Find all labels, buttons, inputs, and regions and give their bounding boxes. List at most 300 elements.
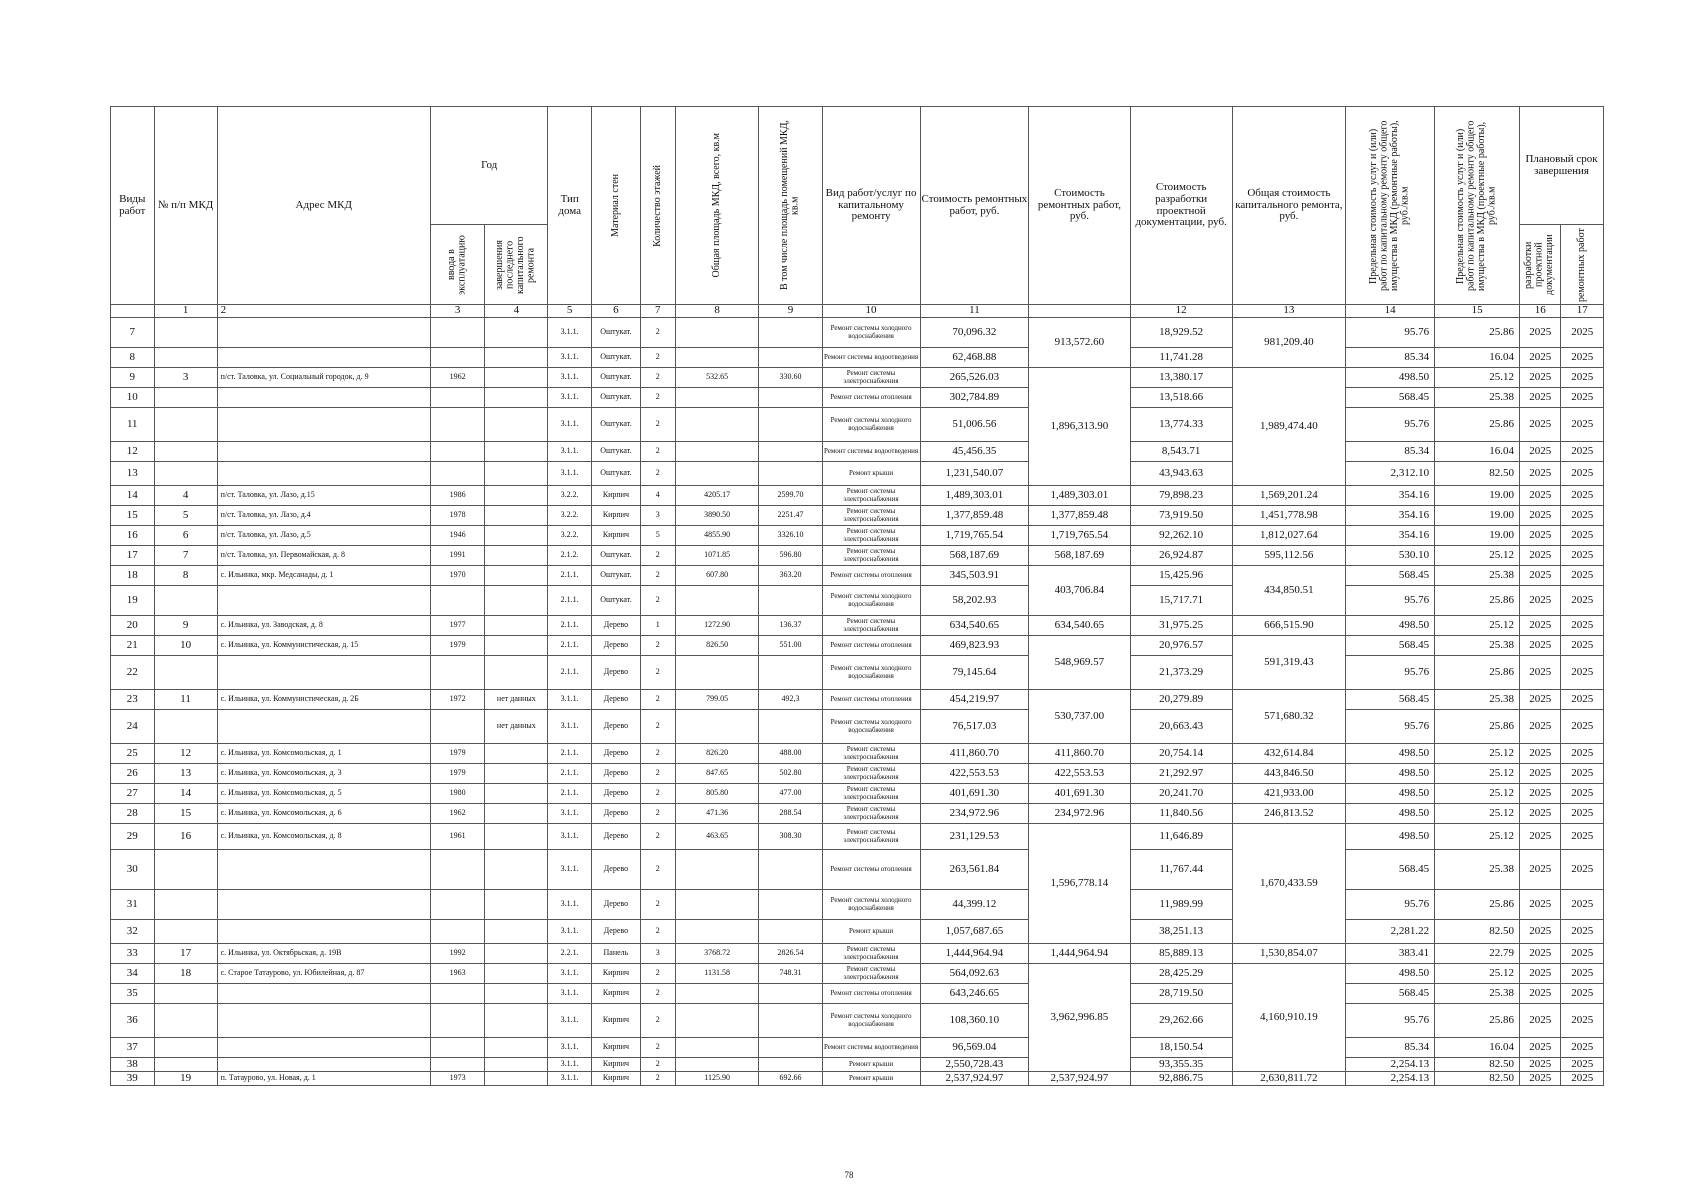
design-cost: 21,373.29 (1130, 656, 1232, 690)
table-row (111, 506, 1604, 526)
row-number: 34 (111, 964, 155, 984)
term-repair: 2025 (1561, 318, 1604, 348)
term-design: 2025 (1520, 744, 1561, 764)
table-row (111, 1072, 1604, 1086)
row-number: 22 (111, 656, 155, 690)
mkd-number (154, 408, 217, 442)
address: п. Татаурово, ул. Новая, д. 1 (217, 1072, 430, 1086)
year-last-repair (485, 1058, 548, 1072)
repair-cost: 401,691.30 (920, 784, 1029, 804)
row-number: 10 (111, 388, 155, 408)
total-area: 1131.58 (675, 964, 759, 984)
address (217, 318, 430, 348)
address (217, 462, 430, 486)
year-last-repair (485, 546, 548, 566)
design-cost: 29,262.66 (1130, 1004, 1232, 1038)
design-cost: 20,279.89 (1130, 690, 1232, 710)
mkd-number (154, 710, 217, 744)
house-type: 2.1.1. (548, 636, 592, 656)
work-type: Ремонт системы электроснабжения (822, 526, 920, 546)
term-repair: 2025 (1561, 546, 1604, 566)
address: с. Ильинка, ул. Комсомольская, д. 5 (217, 784, 430, 804)
year-last-repair (485, 616, 548, 636)
column-number-17: 16 (1520, 305, 1561, 318)
premises-area: 748.31 (759, 964, 822, 984)
design-cost: 13,380.17 (1130, 368, 1232, 388)
table-row (111, 368, 1604, 388)
total-cost: 434,850.51 (1232, 566, 1345, 616)
column-number-16: 15 (1435, 305, 1520, 318)
premises-area: 330.60 (759, 368, 822, 388)
term-repair: 2025 (1561, 944, 1604, 964)
year-commission (430, 442, 484, 462)
address: п/ст. Таловка, ул. Лазо, д.15 (217, 486, 430, 506)
premises-area: 136.37 (759, 616, 822, 636)
limit-repair: 568.45 (1345, 636, 1434, 656)
floors: 2 (640, 1072, 675, 1086)
table-row (111, 764, 1604, 784)
term-design: 2025 (1520, 636, 1561, 656)
design-cost: 15,425.96 (1130, 566, 1232, 586)
repair-cost-total: 530,737.00 (1029, 690, 1130, 744)
year-commission (430, 984, 484, 1004)
work-type: Ремонт системы электроснабжения (822, 784, 920, 804)
row-number: 38 (111, 1058, 155, 1072)
repair-cost: 454,219.97 (920, 690, 1029, 710)
wall-material: Кирпич (591, 1058, 640, 1072)
design-cost: 13,774.33 (1130, 408, 1232, 442)
work-type: Ремонт системы водоотведения (822, 1038, 920, 1058)
year-commission: 1972 (430, 690, 484, 710)
year-commission (430, 850, 484, 890)
house-type: 3.1.1. (548, 890, 592, 920)
table-row (111, 920, 1604, 944)
limit-design: 25.12 (1435, 546, 1520, 566)
limit-repair: 498.50 (1345, 804, 1434, 824)
limit-design: 82.50 (1435, 1058, 1520, 1072)
design-cost: 11,741.28 (1130, 348, 1232, 368)
repair-cost: 634,540.65 (920, 616, 1029, 636)
limit-repair: 95.76 (1345, 710, 1434, 744)
year-commission (430, 656, 484, 690)
header-limit-design-cell (1435, 107, 1520, 305)
address (217, 1004, 430, 1038)
term-repair: 2025 (1561, 804, 1604, 824)
wall-material: Оштукат. (591, 546, 640, 566)
limit-repair: 95.76 (1345, 1004, 1434, 1038)
table-row (111, 546, 1604, 566)
premises-area: 2599.70 (759, 486, 822, 506)
year-last-repair (485, 944, 548, 964)
floors: 2 (640, 1038, 675, 1058)
address: п/ст. Таловка, ул. Первомайская, д. 8 (217, 546, 430, 566)
repair-cost: 234,972.96 (920, 804, 1029, 824)
limit-design: 25.38 (1435, 636, 1520, 656)
floors: 5 (640, 526, 675, 546)
limit-repair: 95.76 (1345, 890, 1434, 920)
wall-material: Дерево (591, 764, 640, 784)
term-repair: 2025 (1561, 442, 1604, 462)
address (217, 348, 430, 368)
wall-material: Кирпич (591, 526, 640, 546)
term-repair: 2025 (1561, 486, 1604, 506)
house-type: 3.1.1. (548, 408, 592, 442)
work-type: Ремонт системы электроснабжения (822, 764, 920, 784)
mkd-number: 7 (154, 546, 217, 566)
floors: 2 (640, 546, 675, 566)
term-design: 2025 (1520, 566, 1561, 586)
design-cost: 21,292.97 (1130, 764, 1232, 784)
table-row (111, 744, 1604, 764)
term-design: 2025 (1520, 546, 1561, 566)
column-number-6: 6 (591, 305, 640, 318)
year-last-repair (485, 784, 548, 804)
repair-cost: 568,187.69 (920, 546, 1029, 566)
floors: 2 (640, 318, 675, 348)
address: с. Ильинка, ул. Октябрьская, д. 19В (217, 944, 430, 964)
address (217, 388, 430, 408)
year-commission: 1977 (430, 616, 484, 636)
total-cost: 432,614.84 (1232, 744, 1345, 764)
repair-cost: 265,526.03 (920, 368, 1029, 388)
house-type: 2.1.1. (548, 656, 592, 690)
premises-area (759, 586, 822, 616)
design-cost: 11,646.89 (1130, 824, 1232, 850)
table-row (111, 348, 1604, 368)
year-last-repair (485, 824, 548, 850)
table-row (111, 388, 1604, 408)
term-repair: 2025 (1561, 1004, 1604, 1038)
year-last-repair (485, 636, 548, 656)
term-design: 2025 (1520, 824, 1561, 850)
header-planned-term: Плановый срок завершения (1520, 107, 1604, 225)
floors: 2 (640, 850, 675, 890)
term-design: 2025 (1520, 616, 1561, 636)
column-number-2: 2 (217, 305, 430, 318)
premises-area (759, 462, 822, 486)
table-row (111, 442, 1604, 462)
mkd-number (154, 442, 217, 462)
floors: 2 (640, 744, 675, 764)
repair-cost-total: 2,537,924.97 (1029, 1072, 1130, 1086)
year-last-repair (485, 526, 548, 546)
year-commission (430, 710, 484, 744)
total-area: 607.80 (675, 566, 759, 586)
limit-design: 25.12 (1435, 744, 1520, 764)
limit-repair: 568.45 (1345, 690, 1434, 710)
total-area: 471.36 (675, 804, 759, 824)
year-last-repair (485, 506, 548, 526)
limit-repair: 498.50 (1345, 964, 1434, 984)
limit-design: 82.50 (1435, 920, 1520, 944)
address (217, 890, 430, 920)
design-cost: 13,518.66 (1130, 388, 1232, 408)
year-commission: 1962 (430, 368, 484, 388)
repair-cost: 1,444,964.94 (920, 944, 1029, 964)
limit-design: 25.12 (1435, 824, 1520, 850)
repair-cost: 45,456.35 (920, 442, 1029, 462)
limit-design: 16.04 (1435, 1038, 1520, 1058)
repair-cost: 564,092.63 (920, 964, 1029, 984)
limit-repair: 95.76 (1345, 318, 1434, 348)
wall-material: Оштукат. (591, 462, 640, 486)
total-area (675, 656, 759, 690)
term-design: 2025 (1520, 890, 1561, 920)
limit-repair: 95.76 (1345, 656, 1434, 690)
limit-design: 25.12 (1435, 368, 1520, 388)
address (217, 920, 430, 944)
table-body (111, 318, 1604, 1086)
address (217, 408, 430, 442)
total-cost: 1,451,778.98 (1232, 506, 1345, 526)
design-cost: 8,543.71 (1130, 442, 1232, 462)
total-area (675, 348, 759, 368)
premises-area (759, 850, 822, 890)
repair-cost-total: 634,540.65 (1029, 616, 1130, 636)
work-type: Ремонт крыши (822, 1058, 920, 1072)
year-commission (430, 462, 484, 486)
work-type: Ремонт системы электроснабжения (822, 804, 920, 824)
limit-design: 82.50 (1435, 1072, 1520, 1086)
total-area: 826.50 (675, 636, 759, 656)
row-number: 30 (111, 850, 155, 890)
term-repair: 2025 (1561, 586, 1604, 616)
total-cost: 1,812,027.64 (1232, 526, 1345, 546)
column-number-8: 8 (675, 305, 759, 318)
premises-area: 596.80 (759, 546, 822, 566)
design-cost: 31,975.25 (1130, 616, 1232, 636)
address (217, 442, 430, 462)
term-design: 2025 (1520, 526, 1561, 546)
capital-repair-table (110, 106, 1604, 1086)
design-cost: 11,767.44 (1130, 850, 1232, 890)
mkd-number (154, 850, 217, 890)
header-term-repair-cell (1561, 225, 1604, 305)
wall-material: Дерево (591, 920, 640, 944)
year-last-repair (485, 1038, 548, 1058)
wall-material: Оштукат. (591, 586, 640, 616)
total-area: 1125.90 (675, 1072, 759, 1086)
term-design: 2025 (1520, 462, 1561, 486)
work-type: Ремонт системы отопления (822, 690, 920, 710)
mkd-number (154, 984, 217, 1004)
term-design: 2025 (1520, 850, 1561, 890)
total-area: 4855.90 (675, 526, 759, 546)
floors: 2 (640, 1058, 675, 1072)
year-last-repair (485, 764, 548, 784)
wall-material: Кирпич (591, 506, 640, 526)
work-type: Ремонт системы электроснабжения (822, 944, 920, 964)
premises-area: 692.66 (759, 1072, 822, 1086)
house-type: 3.1.1. (548, 850, 592, 890)
premises-area (759, 984, 822, 1004)
limit-design: 25.86 (1435, 1004, 1520, 1038)
limit-design: 19.00 (1435, 486, 1520, 506)
wall-material: Оштукат. (591, 566, 640, 586)
mkd-number: 12 (154, 744, 217, 764)
repair-cost: 263,561.84 (920, 850, 1029, 890)
table-row (111, 656, 1604, 690)
limit-repair: 498.50 (1345, 824, 1434, 850)
wall-material: Оштукат. (591, 318, 640, 348)
table-row (111, 462, 1604, 486)
limit-repair: 383.41 (1345, 944, 1434, 964)
year-last-repair: нет данных (485, 710, 548, 744)
address: п/ст. Таловка, ул. Лазо, д.4 (217, 506, 430, 526)
term-repair: 2025 (1561, 784, 1604, 804)
limit-design: 25.12 (1435, 964, 1520, 984)
limit-repair: 95.76 (1345, 586, 1434, 616)
design-cost: 92,262.10 (1130, 526, 1232, 546)
header-floors-cell (640, 107, 675, 305)
design-cost: 18,150.54 (1130, 1038, 1232, 1058)
term-design: 2025 (1520, 764, 1561, 784)
house-type: 3.1.1. (548, 388, 592, 408)
work-type: Ремонт системы электроснабжения (822, 824, 920, 850)
header-limit-repair-cell (1345, 107, 1434, 305)
work-type: Ремонт системы электроснабжения (822, 506, 920, 526)
table-row (111, 784, 1604, 804)
house-type: 2.1.2. (548, 546, 592, 566)
header-premises-area-cell (759, 107, 822, 305)
column-number-18: 17 (1561, 305, 1604, 318)
repair-cost-total: 422,553.53 (1029, 764, 1130, 784)
address (217, 656, 430, 690)
header-limit-repair: Предельная стоимость услуг и (или) работ по капитальному ремонту общего имущества в МКД (ремонтные работы), руб./кв.м (1368, 120, 1411, 291)
limit-design: 22.79 (1435, 944, 1520, 964)
design-cost: 28,719.50 (1130, 984, 1232, 1004)
row-number: 37 (111, 1038, 155, 1058)
row-number: 31 (111, 890, 155, 920)
year-last-repair (485, 442, 548, 462)
design-cost: 93,355.35 (1130, 1058, 1232, 1072)
limit-design: 25.38 (1435, 690, 1520, 710)
term-design: 2025 (1520, 690, 1561, 710)
repair-cost-total: 913,572.60 (1029, 318, 1130, 368)
repair-cost: 108,360.10 (920, 1004, 1029, 1038)
premises-area (759, 1058, 822, 1072)
term-repair: 2025 (1561, 656, 1604, 690)
row-number: 15 (111, 506, 155, 526)
address: с. Ильинка, ул. Комсомольская, д. 6 (217, 804, 430, 824)
mkd-number (154, 656, 217, 690)
work-type: Ремонт системы электроснабжения (822, 368, 920, 388)
limit-design: 25.12 (1435, 804, 1520, 824)
total-area (675, 586, 759, 616)
floors: 2 (640, 824, 675, 850)
house-type: 3.1.1. (548, 964, 592, 984)
table-row (111, 1004, 1604, 1038)
total-cost: 591,319.43 (1232, 636, 1345, 690)
term-repair: 2025 (1561, 764, 1604, 784)
floors: 2 (640, 890, 675, 920)
house-type: 3.1.1. (548, 348, 592, 368)
total-cost: 1,530,854.07 (1232, 944, 1345, 964)
table-row (111, 408, 1604, 442)
premises-area: 488.00 (759, 744, 822, 764)
premises-area (759, 890, 822, 920)
work-type: Ремонт крыши (822, 1072, 920, 1086)
floors: 2 (640, 368, 675, 388)
work-type: Ремонт системы электроснабжения (822, 964, 920, 984)
term-repair: 2025 (1561, 616, 1604, 636)
wall-material: Дерево (591, 744, 640, 764)
repair-cost: 79,145.64 (920, 656, 1029, 690)
table-row (111, 710, 1604, 744)
year-commission (430, 348, 484, 368)
year-last-repair (485, 566, 548, 586)
term-repair: 2025 (1561, 506, 1604, 526)
floors: 3 (640, 944, 675, 964)
repair-cost: 1,489,303.01 (920, 486, 1029, 506)
limit-design: 16.04 (1435, 348, 1520, 368)
wall-material: Дерево (591, 824, 640, 850)
wall-material: Дерево (591, 784, 640, 804)
header-year-last-repair-cell (485, 225, 548, 305)
total-cost: 571,680.32 (1232, 690, 1345, 744)
work-type: Ремонт системы отопления (822, 388, 920, 408)
house-type: 2.1.1. (548, 566, 592, 586)
total-area (675, 462, 759, 486)
mkd-number: 19 (154, 1072, 217, 1086)
premises-area: 551.00 (759, 636, 822, 656)
limit-design: 25.86 (1435, 710, 1520, 744)
term-repair: 2025 (1561, 1072, 1604, 1086)
design-cost: 18,929.52 (1130, 318, 1232, 348)
house-type: 3.1.1. (548, 462, 592, 486)
total-cost: 666,515.90 (1232, 616, 1345, 636)
header-total-area: Общая площадь МКД, всего, кв.м (710, 133, 722, 278)
column-number-row (111, 305, 1604, 318)
repair-cost-total: 234,972.96 (1029, 804, 1130, 824)
repair-cost-total: 411,860.70 (1029, 744, 1130, 764)
total-area (675, 408, 759, 442)
wall-material: Дерево (591, 804, 640, 824)
work-type: Ремонт системы холодного водоснабжения (822, 890, 920, 920)
total-cost: 1,569,201.24 (1232, 486, 1345, 506)
house-type: 3.1.1. (548, 1072, 592, 1086)
work-type: Ремонт системы отопления (822, 984, 920, 1004)
repair-cost: 1,377,859.48 (920, 506, 1029, 526)
table-row (111, 1058, 1604, 1072)
header-repair-cost-total: Стоимость ремонтных работ, руб. (1029, 107, 1130, 305)
header-total-cost: Общая стоимость капитального ремонта, руб. (1232, 107, 1345, 305)
year-commission: 1963 (430, 964, 484, 984)
year-last-repair (485, 462, 548, 486)
row-number: 27 (111, 784, 155, 804)
total-cost: 981,209.40 (1232, 318, 1345, 368)
wall-material: Дерево (591, 690, 640, 710)
term-repair: 2025 (1561, 744, 1604, 764)
year-commission: 1978 (430, 506, 484, 526)
limit-repair: 568.45 (1345, 388, 1434, 408)
wall-material: Панель (591, 944, 640, 964)
premises-area (759, 710, 822, 744)
header-limit-design: Предельная стоимость услуг и (или) работ по капитальному ремонту общего имущества в МКД (проектные работы), руб./кв.м (1455, 120, 1498, 291)
repair-cost: 643,246.65 (920, 984, 1029, 1004)
total-area: 4205.17 (675, 486, 759, 506)
address: п/ст. Таловка, ул. Лазо, д.5 (217, 526, 430, 546)
table-row (111, 318, 1604, 348)
work-type: Ремонт системы холодного водоснабжения (822, 318, 920, 348)
limit-repair: 354.16 (1345, 506, 1434, 526)
total-area (675, 890, 759, 920)
address (217, 710, 430, 744)
row-number: 13 (111, 462, 155, 486)
repair-cost-total: 403,706.84 (1029, 566, 1130, 616)
year-commission (430, 1004, 484, 1038)
mkd-number: 11 (154, 690, 217, 710)
